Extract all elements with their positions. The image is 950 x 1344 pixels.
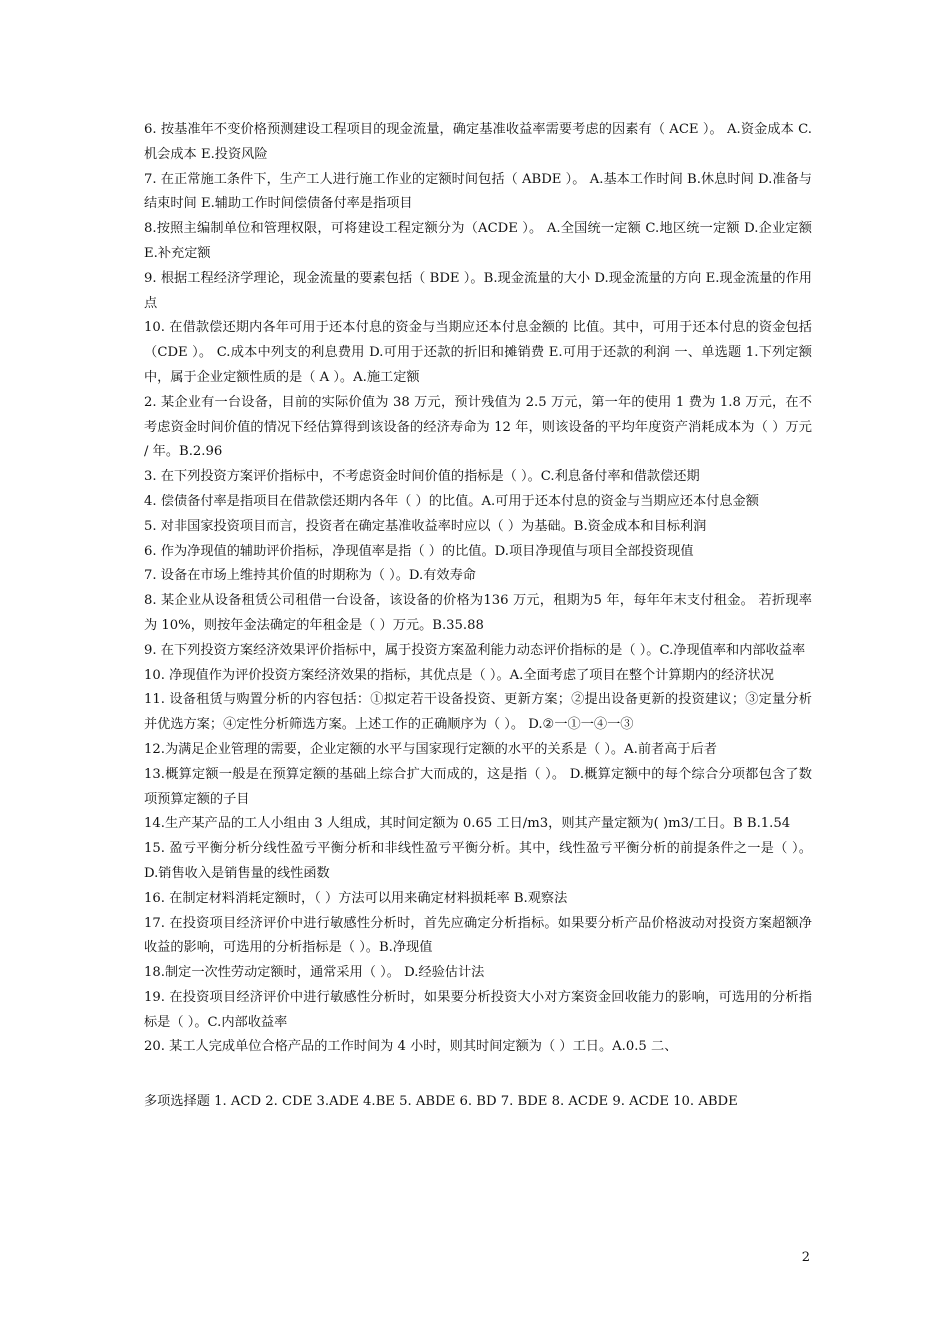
question-paragraph: 14.生产某产品的工人小组由 3 人组成，其时间定额为 0.65 工日/m3，则其产量定额为( )m3/工日。B B.1.54 [144, 816, 791, 832]
question-paragraph: 20. 某工人完成单位合格产品的工作时间为 4 小时，则其时间定额为（ ）工日。A.0.5 二、 [144, 1039, 678, 1055]
question-paragraph: 10. 在借款偿还期内各年可用于还本付息的资金与当期应还本付息金额的 比值。其中，可用于还本付息的资金包括（CDE ）。 C.成本中列支的利息费用 D.可用于还款的折旧和摊销费 E.可用于还款的利润 一、单选题 1.下列定额中，属于企业定额性质的是（ A ）。A.施工定额 [144, 320, 812, 385]
question-paragraph: 6. 按基准年不变价格预测建设工程项目的现金流量，确定基准收益率需要考虑的因素有（ ACE ）。 A.资金成本 C.机会成本 E.投资风险 [144, 122, 812, 162]
question-paragraph: 19. 在投资项目经济评价中进行敏感性分析时，如果要分析投资大小对方案资金回收能力的影响，可选用的分析指标是（ ）。C.内部收益率 [144, 989, 812, 1030]
question-paragraph: 3. 在下列投资方案评价指标中，不考虑资金时间价值的指标是（ ）。C.利息备付率和借款偿还期 [144, 469, 700, 485]
question-paragraph: 11. 设备租赁与购置分析的内容包括：①拟定若干设备投资、更新方案；②提出设备更新的投资建议；③定量分析并优选方案；④定性分析筛选方案。上述工作的正确顺序为（ ）。 D.②一①一④一③ [144, 692, 812, 733]
question-paragraph: 7. 设备在市场上维持其价值的时期称为（ ）。D.有效寿命 [144, 568, 476, 584]
answers-paragraph: 多项选择题 1. ACD 2. CDE 3.ADE 4.BE 5. ABDE 6. BD 7. BDE 8. ACDE 9. ACDE 10. ABDE [144, 1094, 738, 1110]
question-paragraph: 5. 对非国家投资项目而言，投资者在确定基准收益率时应以（ ）为基础。B.资金成本和目标利润 [144, 518, 707, 534]
question-paragraph: 2. 某企业有一台设备，目前的实际价值为 38 万元，预计残值为 2.5 万元，第一年的使用 1 费为 1.8 万元，在不考虑资金时间价值的情况下经估算得到该设备的经济寿命为 12 年，则该设备的平均年度资产消耗成本为（ ）万元 / 年。B.2.96 [144, 394, 812, 460]
question-paragraph: 6. 作为净现值的辅助评价指标，净现值率是指（ ）的比值。D.项目净现值与项目全部投资现值 [144, 543, 694, 559]
question-paragraph: 13.概算定额一般是在预算定额的基础上综合扩大而成的，这是指（ ）。 D.概算定额中的每个综合分项都包含了数项预算定额的子目 [144, 766, 812, 807]
question-paragraph: 7. 在正常施工条件下，生产工人进行施工作业的定额时间包括（ ABDE ）。 A.基本工作时间 B.休息时间 D.准备与结束时间 E.辅助工作时间偿债备付率是指项目 [144, 171, 812, 212]
question-paragraph: 8.按照主编制单位和管理权限，可将建设工程定额分为（ACDE ）。 A.全国统一定额 C.地区统一定额 D.企业定额 E.补充定额 [144, 221, 812, 261]
question-paragraph: 9. 在下列投资方案经济效果评价指标中，属于投资方案盈利能力动态评价指标的是（ ）。C.净现值率和内部收益率 [144, 642, 806, 658]
question-paragraph: 8. 某企业从设备租赁公司租借一台设备，该设备的价格为136 万元，租期为5 年，每年年末支付租金。 若折现率为 10%，则按年金法确定的年租金是（ ）万元。B.35.88 [144, 593, 812, 633]
paragraph-gap [144, 1060, 812, 1090]
question-paragraph: 16. 在制定材料消耗定额时，（ ）方法可以用来确定材料损耗率 B.观察法 [144, 890, 568, 906]
question-paragraph: 4. 偿债备付率是指项目在借款偿还期内各年（ ）的比值。A.可用于还本付息的资金与当期应还本付息金额 [144, 493, 759, 509]
page-number: 2 [801, 1250, 810, 1265]
question-paragraph: 18.制定一次性劳动定额时，通常采用（ ）。 D.经验估计法 [144, 965, 485, 981]
question-paragraph: 9. 根据工程经济学理论，现金流量的要素包括（ BDE ）。B.现金流量的大小 D.现金流量的方向 E.现金流量的作用点 [144, 270, 812, 311]
question-paragraph: 17. 在投资项目经济评价中进行敏感性分析时，首先应确定分析指标。如果要分析产品价格波动对投资方案超额净收益的影响，可选用的分析指标是（ ）。B.净现值 [144, 915, 812, 956]
question-paragraph: 12.为满足企业管理的需要，企业定额的水平与国家现行定额的水平的关系是（ ）。A.前者高于后者 [144, 741, 717, 757]
document-body [144, 118, 812, 1115]
question-paragraph: 15. 盈亏平衡分析分线性盈亏平衡分析和非线性盈亏平衡分析。其中，线性盈亏平衡分析的前提条件之一是（ ）。 D.销售收入是销售量的线性函数 [144, 841, 812, 881]
question-paragraph: 10. 净现值作为评价投资方案经济效果的指标，其优点是（ ）。A.全面考虑了项目在整个计算期内的经济状况 [144, 667, 774, 683]
